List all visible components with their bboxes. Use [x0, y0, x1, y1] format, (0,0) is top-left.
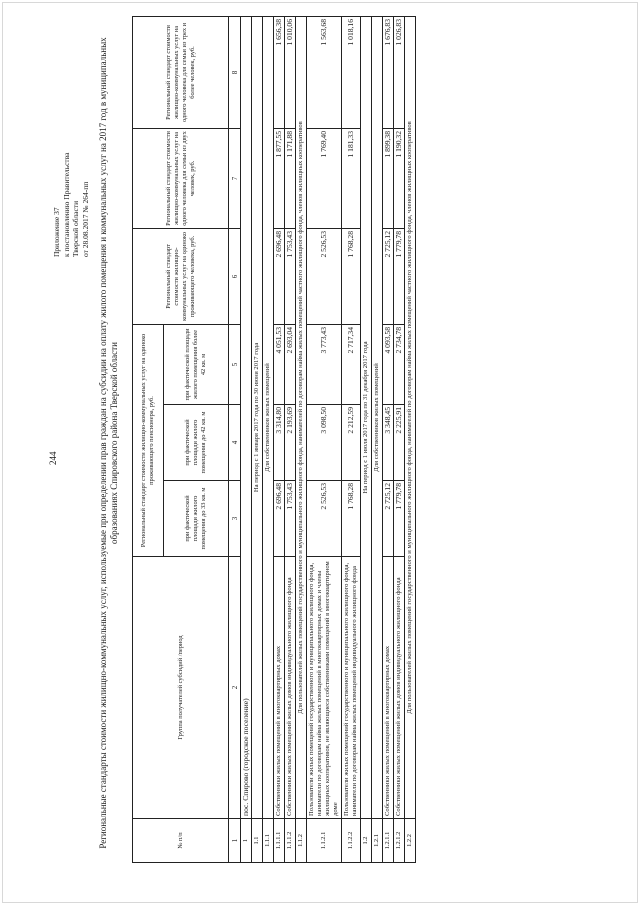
value-cell: 2 696,48 [274, 481, 285, 557]
section-row [405, 16, 416, 862]
column-number: 1 [229, 819, 241, 863]
value-cell: 1 899,38 [383, 128, 394, 228]
section-row [372, 16, 383, 862]
table-row [274, 16, 285, 862]
row-group: Собственники жилых помещений жилых домов индивидуального жилищного фонда [394, 557, 405, 819]
document-title: Региональные стандарты стоимости жилищно-коммунальных услуг, используемые при определении прав граждан на субсидии на оплату жилого помещения и коммунальных услуг на 2017 год в муниципальных образованиях Спировского района Тверской области [98, 37, 119, 849]
appendix-line: от 28.08.2017 № 264-пп [80, 181, 90, 257]
header-area-42: при фактической площади жилого помещения более 42 кв. м [164, 324, 229, 404]
row-number: 1.2.1 [372, 819, 383, 863]
column-number: 8 [229, 16, 241, 128]
header-col6: Региональный стандарт стоимости жилищно-коммунальных услуг на одиноко проживающего человека, руб. [133, 228, 229, 324]
header-area-33-42: при фактической площади жилого помещения до 42 кв. м [164, 405, 229, 481]
column-number: 2 [229, 557, 241, 819]
column-number: 4 [229, 405, 241, 481]
row-number: 1.1.2.2 [342, 819, 361, 863]
column-number: 7 [229, 128, 241, 228]
value-cell: 1 190,32 [394, 128, 405, 228]
value-cell: 2 693,04 [285, 324, 296, 404]
value-cell: 1 753,43 [285, 228, 296, 324]
value-cell: 3 773,43 [307, 324, 342, 404]
row-group: Пользователи жилых помещений государственного и муниципального жилищного фонда, наниматели по договорам найма жилых помещений в многоквартирных домах и члены жилищных кооперативов, не являющиеся собственниками помещений в многоквартирном доме [307, 557, 342, 819]
appendix-line: Приложение 37 [52, 207, 61, 257]
row-number: 1.1.2.1 [307, 819, 342, 863]
section-label: Для пользователей жилых помещений государственного и муниципального жилищного фонда, нанимателей по договорам найма жилых помещений частного жилищного фонда, членов жилищных кооперативов [405, 16, 416, 818]
value-cell: 1 768,28 [342, 481, 361, 557]
value-cell: 2 193,69 [285, 405, 296, 481]
value-cell: 2 212,59 [342, 405, 361, 481]
row-group: Собственники жилых помещений в многоквартирных домах [383, 557, 394, 819]
section-label: Для пользователей жилых помещений государственного и муниципального жилищного фонда, нанимателей по договорам найма жилых помещений частного жилищного фонда, членов жилищных кооперативов [296, 16, 307, 818]
value-cell: 1 656,38 [274, 16, 285, 128]
header-group: Группа получателей субсидий /период [133, 557, 229, 819]
header-area-33: при фактической площади жилого помещения до 33 кв. м [164, 481, 229, 557]
column-number-row [229, 16, 241, 862]
value-cell: 4 051,53 [274, 324, 285, 404]
value-cell: 1 026,83 [394, 16, 405, 128]
locality-row [241, 16, 252, 862]
header-col8: Региональный стандарт стоимости жилищно-коммунальных услуг на одного человека для семьи из трех и более человек, руб. [133, 16, 229, 128]
table-row [342, 16, 361, 862]
section-label: Для собственников жилых помещений [372, 16, 383, 818]
column-number: 5 [229, 324, 241, 404]
value-cell: 3 314,80 [274, 405, 285, 481]
value-cell: 2 225,91 [394, 405, 405, 481]
section-row [263, 16, 274, 862]
header-single-pensioner: Региональный стандарт стоимости жилищно-коммунальных услуг на одиноко проживающего пенсионера, руб. [133, 324, 164, 556]
value-cell: 1 171,88 [285, 128, 296, 228]
row-number: 1.1.1.2 [285, 819, 296, 863]
section-label: Для собственников жилых помещений [263, 16, 274, 818]
table-row [383, 16, 394, 862]
value-cell: 2 725,12 [383, 228, 394, 324]
value-cell: 2 526,53 [307, 481, 342, 557]
period-row [361, 16, 372, 862]
period-label: На период с 1 января 2017 года по 30 июня 2017 года [252, 16, 263, 818]
value-cell: 3 098,50 [307, 405, 342, 481]
appendix-header [52, 27, 90, 257]
page-number: 244 [48, 451, 58, 465]
period-row [252, 16, 263, 862]
column-number: 3 [229, 481, 241, 557]
value-cell: 1 768,28 [342, 228, 361, 324]
row-number: 1.1.1 [263, 819, 274, 863]
header-col7: Региональный стандарт стоимости жилищно-коммунальных услуг на одного человека для семьи из двух человек, руб. [133, 128, 229, 228]
standards-table [132, 16, 416, 863]
table-row [307, 16, 342, 862]
row-number: 1.2.2 [405, 819, 416, 863]
appendix-line: Тверской области [71, 200, 80, 257]
value-cell: 4 093,58 [383, 324, 394, 404]
value-cell: 3 348,45 [383, 405, 394, 481]
row-number: 1.1.2 [296, 819, 307, 863]
row-number: 1 [241, 819, 252, 863]
value-cell: 2 734,78 [394, 324, 405, 404]
value-cell: 2 725,12 [383, 481, 394, 557]
row-group: Собственники жилых помещений жилых домов индивидуального жилищного фонда [285, 557, 296, 819]
row-number: 1.2 [361, 819, 372, 863]
rotated-document-sheet [20, 15, 620, 885]
section-row [296, 16, 307, 862]
value-cell: 2 526,53 [307, 228, 342, 324]
table-row [285, 16, 296, 862]
value-cell: 1 779,78 [394, 228, 405, 324]
locality-name: пос. Спирово (городское поселение) [241, 16, 252, 818]
value-cell: 2 717,34 [342, 324, 361, 404]
row-number: 1.1.1.1 [274, 819, 285, 863]
table-row [394, 16, 405, 862]
table-header-row [133, 16, 164, 862]
row-group: Пользователи жилых помещений государственного и муниципального жилищного фонда, наниматели по договорам найма жилых помещений индивидуального жилищного фонда [342, 557, 361, 819]
header-no: № п/п [133, 819, 229, 863]
row-number: 1.2.1.1 [383, 819, 394, 863]
value-cell: 1 563,68 [307, 16, 342, 128]
row-number: 1.1 [252, 819, 263, 863]
value-cell: 1 753,43 [285, 481, 296, 557]
value-cell: 1 676,83 [383, 16, 394, 128]
value-cell: 1 769,40 [307, 128, 342, 228]
row-group: Собственники жилых помещений в многоквартирных домах [274, 557, 285, 819]
value-cell: 1 181,33 [342, 128, 361, 228]
column-number: 6 [229, 228, 241, 324]
period-label: На период с 1 июля 2017 года по 31 декабря 2017 года [361, 16, 372, 818]
value-cell: 1 018,16 [342, 16, 361, 128]
value-cell: 1 779,78 [394, 481, 405, 557]
value-cell: 1 877,55 [274, 128, 285, 228]
value-cell: 1 010,06 [285, 16, 296, 128]
row-number: 1.2.1.2 [394, 819, 405, 863]
appendix-line: к постановлению Правительства [61, 152, 71, 257]
value-cell: 2 696,48 [274, 228, 285, 324]
